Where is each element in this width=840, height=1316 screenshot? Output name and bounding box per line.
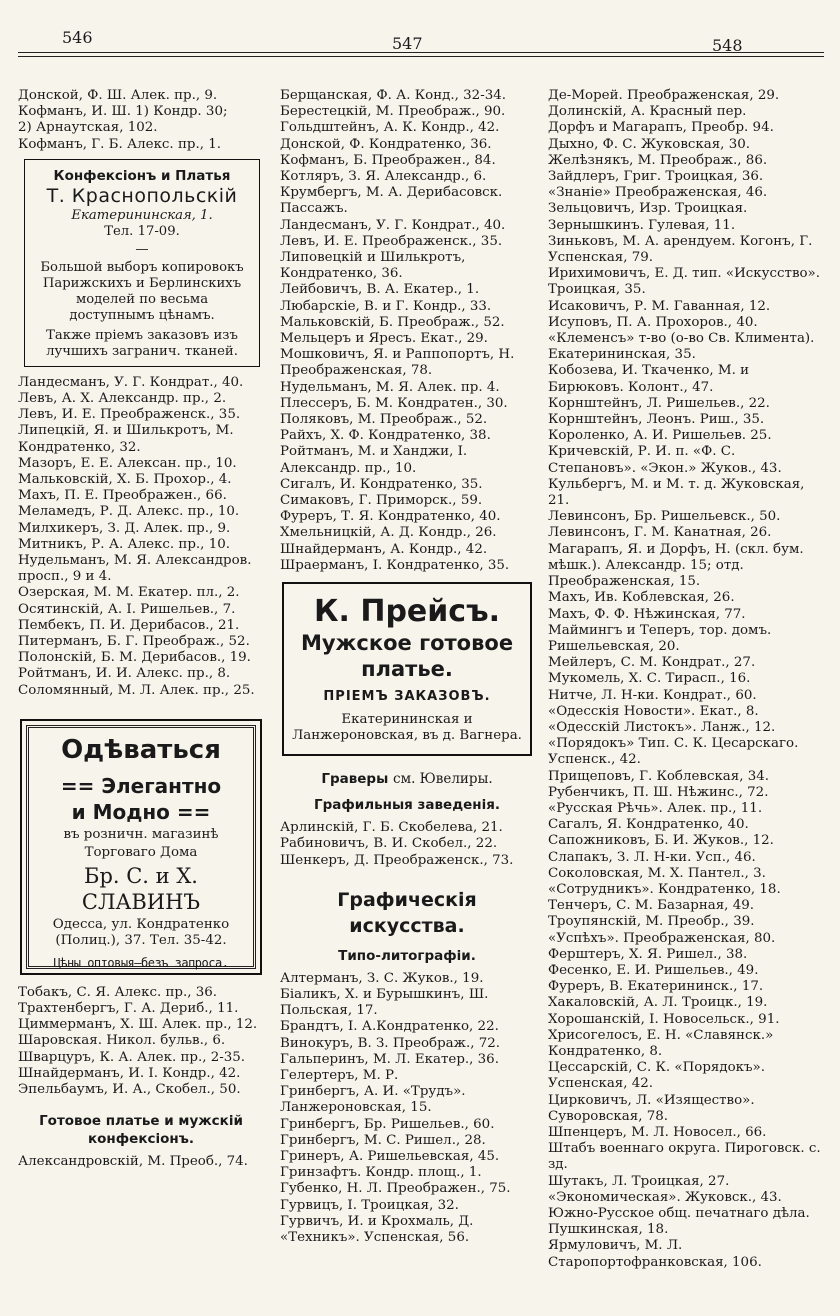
list-item: Магарапъ, Я. и Дорфъ, Н. (скл. бум. мѣшк.). Александр. 15; отд. Преображенская, 15. [548, 541, 804, 590]
list-item: Шраерманъ, I. Кондратенко, 35. [280, 557, 510, 573]
list-item: Нудельманъ, М. Я. Александров. просп., 9 и 4. [18, 553, 252, 585]
list-item: Фесенко, Е. И. Ришельев., 49. [548, 962, 759, 978]
list-item: Шпенцеръ, М. Л. Новосел., 66. [548, 1125, 767, 1140]
ad-firm-name: Бр. С. и Х. СЛАВИНЪ [81, 863, 201, 914]
list-item: «Одесскій Листокъ». Ланж., 12. [548, 719, 776, 735]
ad-heading: Конфексіонъ и Платья [53, 167, 231, 184]
list-item: Гольдштейнъ, А. К. Кондр., 42. [280, 120, 500, 136]
list-item: Брандтъ, I. А.Кондратенко, 22. [280, 1019, 499, 1035]
list-item: Мельцеръ и Яресъ. Екат., 29. [280, 331, 488, 347]
list-item: Гурвицъ, I. Троицкая, 32. [280, 1197, 459, 1213]
page-number-548: 548 [712, 36, 743, 55]
column-3 [548, 88, 824, 1271]
list-item: Махъ, Ив. Коблевская, 26. [548, 590, 735, 606]
list-item: Левъ, И. Е. Преображенск., 35. [18, 407, 241, 423]
entry-list-middle [280, 820, 534, 869]
ad-phone: Тел. 17-09. [104, 223, 180, 239]
list-item: Мейлеръ, С. М. Кондрат., 27. [548, 655, 756, 671]
list-item: Милхикеръ, З. Д. Алек. пр., 9. [18, 520, 231, 536]
list-item: Алтерманъ, З. С. Жуков., 19. [280, 970, 484, 986]
list-item: «Порядокъ» Тип. С. К. Цесарскаго. Успенск., 42. [548, 736, 799, 768]
list-item: Шнайдерманъ, А. Кондр., 42. [280, 541, 488, 557]
list-item: Хакаловскій, А. Л. Троицк., 19. [548, 995, 768, 1011]
list-item: Мукомель, Х. С. Тирасп., 16. [548, 671, 751, 687]
ad-address: Одесса, ул. Кондратенко (Полиц.), 37. Тел. 35-42. [52, 916, 230, 948]
ad-firm-name: Т. Краснопольскій [46, 184, 238, 207]
list-item: Шнайдерманъ, И. I. Кондр., 42. [18, 1065, 241, 1081]
list-item: Гринбергъ, М. С. Ришел., 28. [280, 1132, 486, 1148]
entry-list-middle [18, 375, 264, 699]
list-item: Ферштеръ, Х. Я. Ришел., 38. [548, 946, 748, 962]
list-item: Біаликъ, Х. и Бурышкинъ, Ш. Польская, 17. [280, 986, 489, 1019]
list-item: Цирковичъ, Л. «Изящество». Суворовская, 78. [548, 1092, 755, 1124]
advertisement-preis [282, 582, 532, 756]
ad-slogan-3: и Модно == [71, 799, 211, 824]
list-item: Де-Морей. Преображенская, 29. [548, 88, 780, 103]
list-item: Берестецкій, М. Преображ., 90. [280, 104, 506, 120]
list-item: Донской, Ф. Ш. Алек. пр., 9. [18, 88, 218, 103]
list-item: Тенчеръ, С. М. Базарная, 49. [548, 898, 754, 914]
list-item: Желѣзнякъ, М. Преображ., 86. [548, 152, 768, 168]
list-item: Фуреръ, Т. Я. Кондратенко, 40. [280, 509, 501, 525]
list-item: Хмельницкій, А. Д. Кондр., 26. [280, 525, 497, 541]
ad-firm-name: К. Прейсъ. [313, 594, 501, 630]
list-item: Соколовская, М. Х. Пантел., 3. [548, 865, 766, 881]
entry-list [548, 88, 824, 1271]
ad-trade-house: Торговаго Дома [84, 844, 198, 860]
list-item: Корнштейнъ, Леонъ. Риш., 35. [548, 412, 765, 428]
ad-divider: — [135, 241, 149, 257]
list-item: Липецкій, Я. и Шилькротъ, М. Кондратенко, 32. [18, 423, 234, 455]
list-item: Циммерманъ, Х. Ш. Алек. пр., 12. [18, 1017, 258, 1033]
list-item: Кофманъ, Б. Преображен., 84. [280, 152, 496, 168]
list-item: Левинсонъ, Г. М. Канатная, 26. [548, 525, 772, 541]
list-item: Хрисогелосъ, Е. Н. «Славянск.» Кондратенко, 8. [548, 1027, 774, 1059]
ad-shop-line: въ розничн. магазинѣ [63, 826, 219, 842]
list-item: Хорошанскій, I. Новосельск., 91. [548, 1011, 780, 1027]
list-item: Винокуръ, В. З. Преображ., 72. [280, 1035, 501, 1051]
ad-slogan-1: Одѣваться [61, 734, 221, 765]
list-item: «Экономическая». Жуковск., 43. [548, 1189, 782, 1205]
list-item: Митникъ, Р. А. Алекс. пр., 10. [18, 536, 230, 552]
list-item: Исуповъ, П. А. Прохоров., 40. [548, 314, 758, 330]
list-item: Шаровская. Никол. бульв., 6. [18, 1033, 226, 1049]
list-item: Махъ, П. Е. Преображен., 66. [18, 488, 227, 504]
list-item: Лейбовичъ, В. А. Екатер., 1. [280, 282, 480, 298]
list-item: Кульбергъ, М. и М. т. д. Жуковская, 21. [548, 476, 805, 509]
list-item: Райхъ, Х. Ф. Кондратенко, 38. [280, 428, 491, 444]
page-number-547: 547 [392, 34, 423, 53]
list-item: «Одесскія Новости». Екат., 8. [548, 703, 759, 719]
list-item: Осятинскій, А. I. Ришельев., 7. [18, 601, 236, 617]
list-item: Липовецкій и Шилькротъ, Кондратенко, 36. [280, 250, 466, 282]
advertisement-krasnopolsky [24, 159, 260, 367]
ad-product: Мужское готовое платье. [300, 631, 514, 682]
list-item: Короленко, А. И. Ришельев. 25. [548, 428, 772, 444]
ad-orders: Также пріемъ заказовъ изъ лучшихъ загранич. тканей. [46, 327, 238, 359]
section-title: Граверы [321, 771, 389, 788]
section-heading-typo-litho: Типо-литографіи. [338, 947, 476, 964]
list-item: 2) Арнаутская, 102. [18, 120, 158, 136]
list-item: Крумбергъ, М. А. Дерибасовск. Пассажъ. [280, 185, 503, 217]
column-1 [18, 88, 264, 1171]
list-item: Любарскіе, В. и Г. Кондр., 33. [280, 298, 492, 314]
list-item: Шенкеръ, Д. Преображенск., 73. [280, 852, 514, 868]
list-item: Гурвичъ, И. и Крохмаль, Д. «Техникъ». Успенская, 56. [280, 1213, 474, 1245]
list-item: Гальперинъ, М. Л. Екатер., 36. [280, 1051, 499, 1067]
list-item: Корнштейнъ, Л. Ришельев., 22. [548, 395, 770, 411]
header-rule [18, 52, 824, 57]
list-item: Арлинскій, Г. Б. Скобелева, 21. [280, 820, 503, 836]
list-item: Поляковъ, М. Преображ., 52. [280, 412, 488, 428]
list-item: Пембекъ, П. И. Дерибасов., 21. [18, 617, 240, 633]
section-heading-ready-clothes: Готовое платье и мужскій конфексіонъ. [39, 1113, 243, 1148]
list-item: Котляръ, З. Я. Александр., 6. [280, 169, 487, 185]
list-item: Нудельманъ, М. Я. Алек. пр. 4. [280, 379, 500, 395]
list-item: Кофманъ, И. Ш. 1) Кондр. 30; [18, 104, 228, 120]
list-item: Александровскій, М. Преоб., 74. [18, 1154, 248, 1170]
list-item: Левинсонъ, Бр. Ришельевск., 50. [548, 509, 781, 525]
list-item: Цессарскій, С. К. «Порядокъ». Успенская, 42. [548, 1060, 765, 1092]
list-item: Троупянскій, М. Преобр., 39. [548, 914, 755, 930]
list-item: Губенко, Н. Л. Преображен., 75. [280, 1181, 511, 1197]
entry-list-top [18, 88, 264, 153]
list-item: Донской, Ф. Кондратенко, 36. [280, 136, 492, 152]
list-item: Дорфъ и Магарапъ, Преобр. 94. [548, 120, 774, 136]
list-item: Озерская, М. М. Екатер. пл., 2. [18, 585, 240, 601]
list-item: Кобозева, И. Ткаченко, М. и Бирюковъ. Колонт., 47. [548, 363, 750, 395]
column-2 [280, 88, 534, 1246]
list-item: Рабиновичъ, В. И. Скобел., 22. [280, 836, 498, 852]
list-item: Питерманъ, Б. Г. Преображ., 52. [18, 634, 250, 650]
list-item: «Сотрудникъ». Кондратенко, 18. [548, 881, 781, 897]
list-item: Нитче, Л. Н-ки. Кондрат., 60. [548, 687, 757, 703]
list-item: Южно-Русское общ. печатнаго дѣла. Пушкинская, 18. [548, 1206, 810, 1238]
list-item: Зайдлеръ, Григ. Троицкая, 36. [548, 169, 764, 185]
list-item: Гринеръ, А. Ришельевская, 45. [280, 1148, 500, 1164]
list-item: Исаковичъ, Р. М. Гаванная, 12. [548, 298, 771, 314]
list-item: Шутакъ, Л. Троицкая, 27. [548, 1173, 730, 1189]
list-item: Зернышкинъ. Гулевая, 11. [548, 217, 736, 233]
ad-prices: Цѣны оптовыя—безъ запроса. [53, 955, 229, 970]
list-item: Прищеповъ, Г. Коблевская, 34. [548, 768, 770, 784]
list-item: Ройтманъ, М. и Ханджи, I. Александр. пр., 10. [280, 444, 468, 476]
entry-list-bottom [280, 971, 534, 1246]
list-item: Эпельбаумъ, И. А., Скобел., 50. [18, 1082, 241, 1098]
list-item: Кричевскій, Р. И. п. «Ф. С. Степановъ». «Экон.» Жуков., 43. [548, 444, 782, 476]
list-item: Долинскій, А. Красный пер. [548, 104, 747, 120]
list-item: Гринбергъ, А. И. «Трудъ». Ланжероновская, 15. [280, 1084, 466, 1116]
list-item: Левъ, А. Х. Александр. пр., 2. [18, 391, 227, 407]
entry-list-top [280, 88, 534, 574]
section-reference: см. Ювелиры. [393, 771, 493, 788]
list-item: Кофманъ, Г. Б. Алекс. пр., 1. [18, 136, 221, 152]
ad-slogan-2: == Элегантно [60, 773, 222, 798]
list-item: Зельцовичъ, Изр. Троицкая. [548, 201, 748, 217]
ad-address: Екатерининская, 1. [71, 207, 213, 223]
list-item: «Клеменсъ» т-во (о-во Св. Климента). Екатерининская, 35. [548, 331, 815, 363]
entry-list-bottom [18, 985, 264, 1098]
list-item: Соломянный, М. Л. Алек. пр., 25. [18, 682, 255, 698]
list-item: Шварцуръ, К. А. Алек. пр., 2-35. [18, 1049, 246, 1065]
list-item: Полонскій, Б. М. Дерибасов., 19. [18, 650, 251, 666]
list-item: «Успѣхъ». Преображенская, 80. [548, 930, 776, 946]
list-item: Трахтенбергъ, Г. А. Дериб., 11. [18, 1001, 239, 1017]
list-item: Ландесманъ, У. Г. Кондрат., 40. [280, 217, 506, 233]
list-item: Ирихимовичъ, Е. Д. тип. «Искусство». Троицкая, 35. [548, 266, 821, 298]
list-item: Тобакъ, С. Я. Алекс. пр., 36. [18, 984, 218, 1000]
list-item: Штабъ военнаго округа. Пироговск. с. зд. [548, 1141, 821, 1173]
list-item: Дыхно, Ф. С. Жуковская, 30. [548, 136, 750, 152]
section-heading-graphic-arts: Графическія искусства. [337, 888, 477, 937]
list-item: Мальковскій, Х. Б. Прохор., 4. [18, 472, 232, 488]
list-item: Мальковскій, Б. Преображ., 52. [280, 314, 505, 330]
list-item: Сапожниковъ, Б. И. Жуков., 12. [548, 833, 774, 849]
list-item: Сагалъ, Я. Кондратенко, 40. [548, 817, 749, 833]
ad-address: Екатерининская и Ланжероновская, въ д. Вагнера. [292, 712, 522, 744]
list-item: Ландесманъ, У. Г. Кондрат., 40. [18, 374, 244, 390]
list-item: Гринзафтъ. Кондр. площ., 1. [280, 1165, 482, 1181]
list-item: Маймингъ и Теперъ, тор. домъ. Ришельевская, 20. [548, 622, 772, 654]
section-heading-engravers [280, 770, 534, 788]
list-item: Берщанская, Ф. А. Конд., 32-34. [280, 88, 507, 103]
list-item: Левъ, И. Е. Преображенск., 35. [280, 233, 503, 249]
advertisement-slavin [20, 719, 262, 975]
ad-orders: ПРІЕМЪ ЗАКАЗОВЪ. [323, 689, 491, 705]
ad-description: Большой выборъ копировокъ Парижскихъ и Берлинскихъ моделей по весьма доступнымъ цѣнамъ. [40, 259, 244, 323]
list-item: Рубенчикъ, П. Ш. Нѣжинс., 72. [548, 784, 769, 800]
list-item: Мошковичъ, Я. и Раппопортъ, Н. Преображенская, 78. [280, 347, 515, 379]
list-item: Гринбергъ, Бр. Ришельев., 60. [280, 1116, 495, 1132]
list-item: Слапакъ, З. Л. Н-ки. Усп., 46. [548, 849, 756, 865]
list-item: «Знаніе» Преображенская, 46. [548, 185, 768, 201]
list-item: Симаковъ, Г. Приморск., 59. [280, 493, 483, 509]
list-item: Фуреръ, В. Екатерининск., 17. [548, 979, 764, 995]
page-number-546: 546 [62, 28, 93, 47]
list-item: Меламедъ, Р. Д. Алекс. пр., 10. [18, 504, 240, 520]
list-item: Махъ, Ф. Ф. Нѣжинская, 77. [548, 606, 746, 622]
list-item: Ройтманъ, И. И. Алекс. пр., 8. [18, 666, 231, 682]
list-item: «Русская Рѣчь». Алек. пр., 11. [548, 800, 763, 816]
list-item: Зиньковъ, М. А. арендуем. Когонъ, Г. Успенская, 79. [548, 233, 813, 266]
section-heading-graphite: Графильныя заведенія. [313, 797, 501, 814]
list-item: Ярмуловичъ, М. Л. Старопортофранковская, 106. [548, 1238, 762, 1270]
list-item: Сигалъ, И. Кондратенко, 35. [280, 476, 483, 492]
list-item: Гелертеръ, М. Р. [280, 1067, 399, 1083]
list-item: Плессеръ, Б. М. Кондратен., 30. [280, 395, 508, 411]
list-item: Мазоръ, Е. Е. Алексан. пр., 10. [18, 455, 237, 471]
